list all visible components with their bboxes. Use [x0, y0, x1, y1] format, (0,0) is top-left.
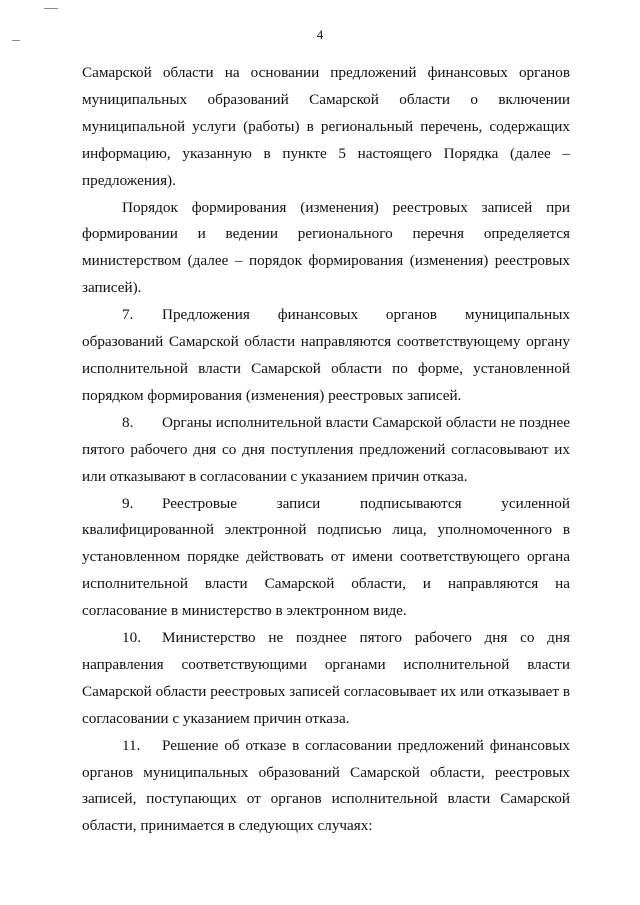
- paragraph-text: Органы исполнительной власти Самарской области не позднее пятого рабочего дня со дня поступления предложений согласовывают их или отказывают в согласовании с указанием причин отказа.: [82, 413, 570, 485]
- paragraph-11: [82, 733, 570, 841]
- paragraph-text: Министерство не позднее пятого рабочего дня со дня направления соответствующими органами исполнительной власти Самарской области реестровых записей согласовывает их или отказывает в согласовании с указанием причин отказа.: [82, 629, 570, 727]
- paragraph-9: [82, 491, 570, 626]
- paragraph-number: 9.: [122, 494, 134, 512]
- paragraph-number: 10.: [122, 629, 141, 647]
- paragraph-text: Реестровые записи подписываются усиленной квалифицированной электронной подписью лица, уполномоченного в установленном порядке действовать от имени соответствующего органа исполнительной власти Самарской области, и направляются на согласование в министерство в электронном виде.: [82, 494, 570, 620]
- document-body: [82, 60, 570, 840]
- paragraph-text: Порядок формирования (изменения) реестровых записей при формировании и ведении регионального перечня определяется министерством (далее – порядок формирования (изменения) реестровых записей).: [82, 198, 570, 297]
- paragraph-text: Предложения финансовых органов муниципальных образований Самарской области направляются соответствующему органу исполнительной власти Самарской области по форме, установленной порядком формирования (изменения) реестровых записей.: [82, 306, 570, 404]
- page-number: 4: [316, 27, 324, 42]
- paragraph-8: [82, 410, 570, 491]
- scan-mark-top: [44, 8, 58, 12]
- paragraph-text: Решение об отказе в согласовании предложений финансовых органов муниципальных образований Самарской области, реестровых записей, поступающих от органов исполнительной власти Самарской области, принимается в следующих случаях:: [82, 736, 570, 835]
- paragraph-order: [82, 195, 570, 303]
- paragraph-7: [82, 302, 570, 410]
- paragraph-10: [82, 625, 570, 733]
- paragraph-number: 8.: [122, 413, 134, 431]
- paragraph-number: 7.: [122, 306, 134, 324]
- paragraph-continuation: [82, 60, 570, 195]
- paragraph-number: 11.: [122, 736, 141, 754]
- paragraph-text: Самарской области на основании предложений финансовых органов муниципальных образований Самарской области о включении муниципальной услуги (работы) в региональный перечень, содержащих информацию, указанную в пункте 5 настоящего Порядка (далее – предложения).: [82, 64, 570, 189]
